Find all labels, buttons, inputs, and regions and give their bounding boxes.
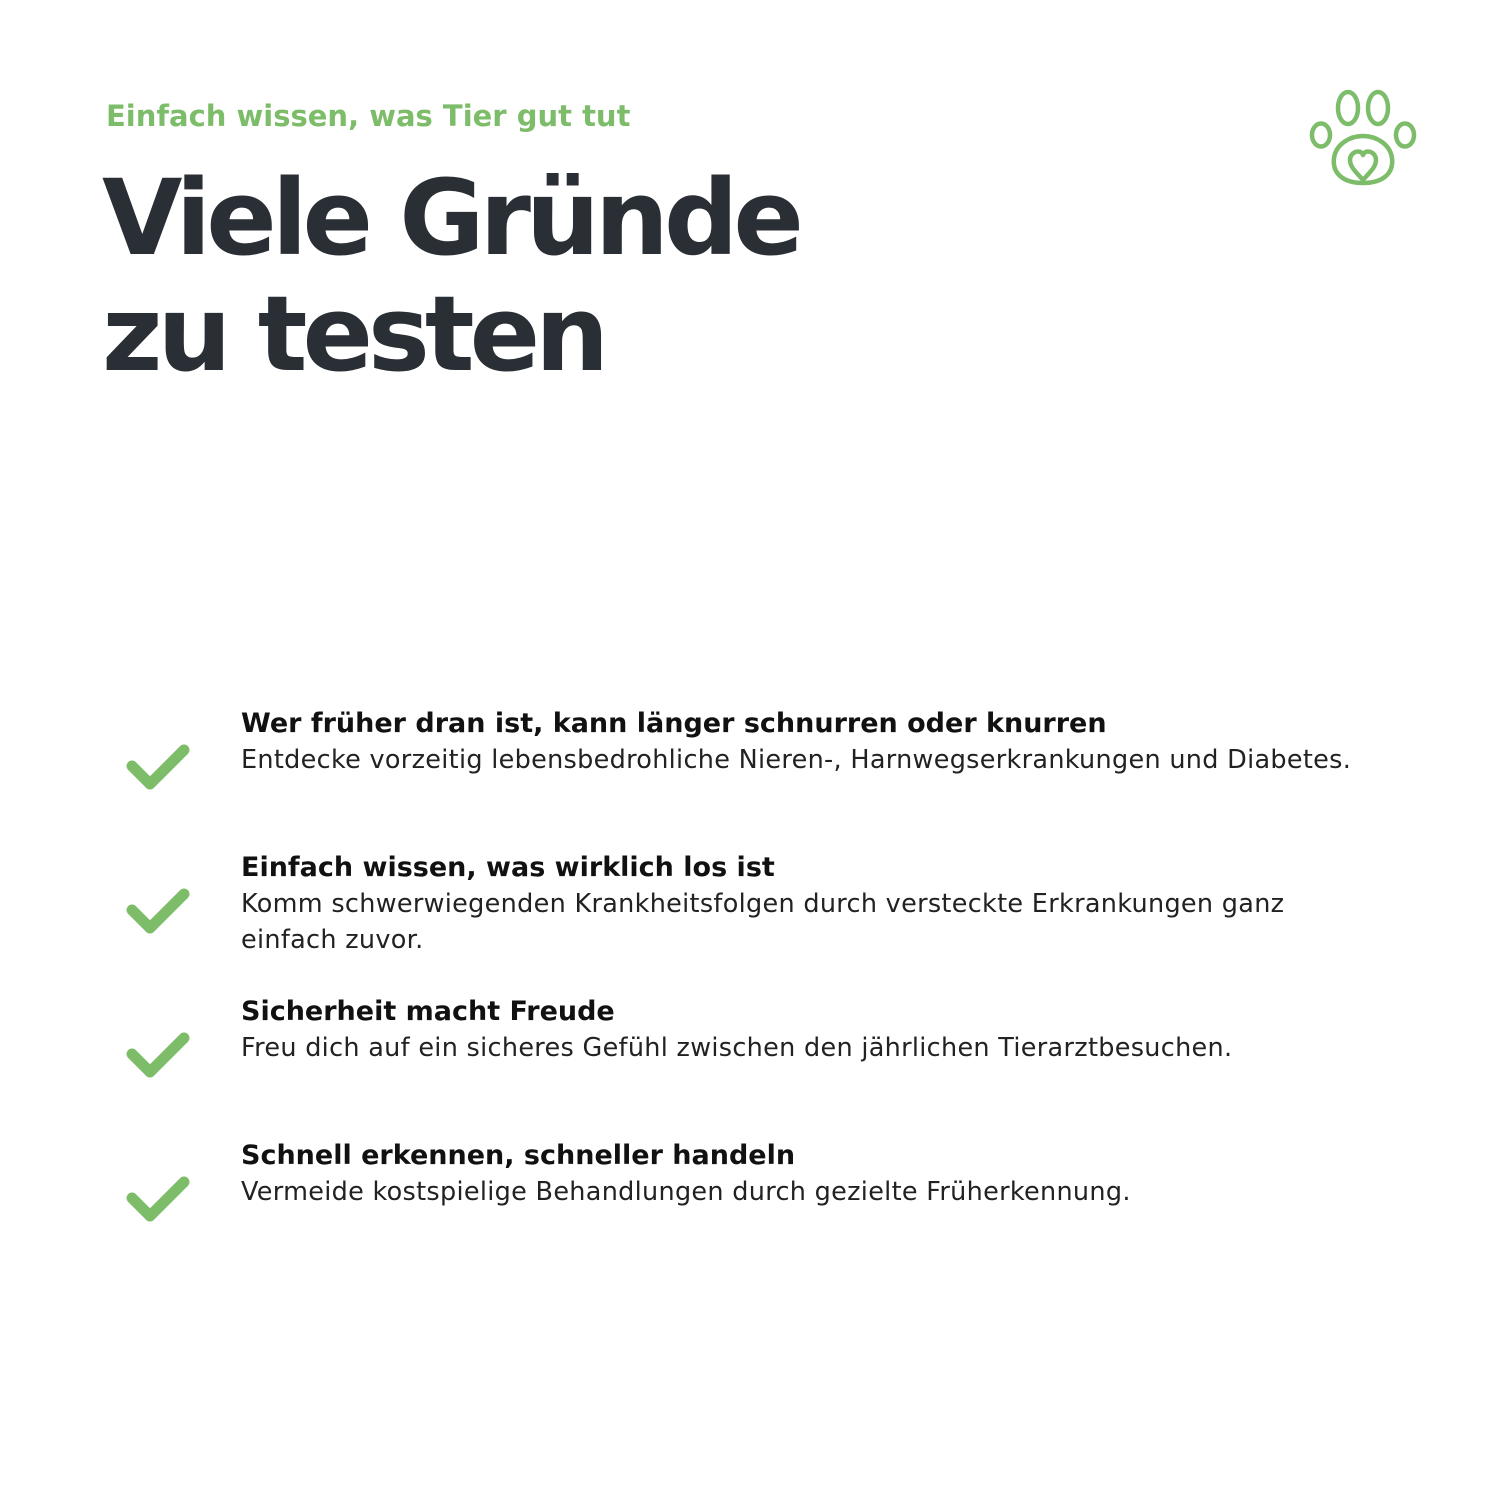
eyebrow-tagline: Einfach wissen, was Tier gut tut (106, 99, 631, 133)
feature-description: Entdecke vorzeitig lebensbedrohliche Nieren-, Harnwegserkrankungen und Diabetes. (241, 745, 1352, 775)
page-title-line-1: Viele Gründe (102, 157, 799, 279)
list-item (0, 994, 1501, 1138)
checkmark-icon (126, 1030, 190, 1080)
feature-description: Komm schwerwiegenden Krankheitsfolgen durch versteckte Erkrankungen ganz einfach zuvor. (241, 889, 1285, 955)
page-title (102, 157, 799, 395)
checkmark-icon (126, 1174, 190, 1224)
feature-text (241, 994, 1361, 1066)
checkmark-icon (126, 742, 190, 792)
list-item (0, 706, 1501, 850)
page-title-line-2: zu testen (102, 273, 605, 395)
feature-title: Schnell erkennen, schneller handeln (241, 1140, 796, 1171)
feature-text (241, 850, 1361, 958)
feature-text (241, 1138, 1361, 1210)
feature-title: Wer früher dran ist, kann länger schnurren oder knurren (241, 708, 1107, 739)
feature-list (0, 706, 1501, 1282)
feature-description: Vermeide kostspielige Behandlungen durch gezielte Früherkennung. (241, 1177, 1131, 1207)
checkmark-icon (126, 886, 190, 936)
feature-title: Sicherheit macht Freude (241, 996, 615, 1027)
list-item (0, 1138, 1501, 1282)
list-item (0, 850, 1501, 994)
paw-heart-icon (1306, 84, 1420, 188)
feature-text (241, 706, 1361, 778)
feature-description: Freu dich auf ein sicheres Gefühl zwischen den jährlichen Tierarztbesuchen. (241, 1033, 1233, 1063)
feature-title: Einfach wissen, was wirklich los ist (241, 852, 775, 883)
